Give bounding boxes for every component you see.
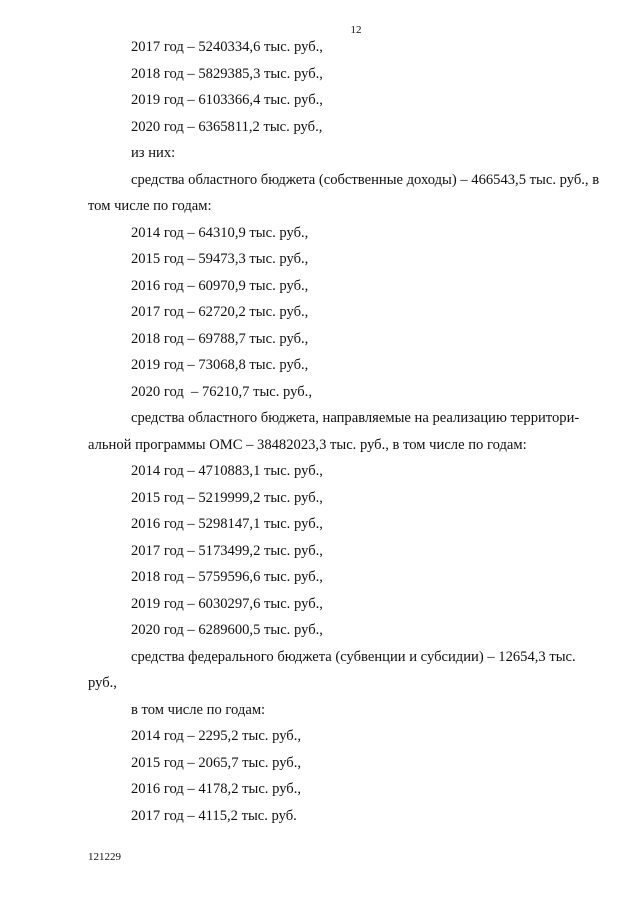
text-line: 2018 год – 69788,7 тыс. руб., — [131, 330, 309, 347]
text-line: 2017 год – 4115,2 тыс. руб. — [131, 807, 297, 824]
text-line: 2020 год – 6289600,5 тыс. руб., — [131, 622, 323, 638]
text-line: из них: — [131, 145, 176, 161]
text-line: 2014 год – 2295,2 тыс. руб., — [131, 728, 302, 744]
text-line: 2017 год – 5173499,2 тыс. руб., — [131, 542, 323, 559]
text-line: том числе по годам: — [88, 198, 212, 214]
text-line: 2019 год – 6103366,4 тыс. руб., — [131, 92, 323, 108]
text-line: 2015 год – 59473,3 тыс. руб., — [131, 251, 309, 267]
text-line: средства областного бюджета, направляемые на реализацию территори- — [131, 410, 580, 426]
text-line: 2018 год – 5829385,3 тыс. руб., — [131, 65, 323, 82]
page-number: 12 — [350, 24, 362, 36]
text-line: 2015 год – 5219999,2 тыс. руб., — [131, 489, 323, 506]
text-line: средства областного бюджета (собственные доходы) – 466543,5 тыс. руб., в — [131, 171, 600, 188]
text-line: 2019 год – 73068,8 тыс. руб., — [131, 357, 309, 373]
text-line: 2017 год – 62720,2 тыс. руб., — [131, 304, 309, 320]
text-line: 2020 год – 6365811,2 тыс. руб., — [131, 118, 323, 135]
text-line: 2015 год – 2065,7 тыс. руб., — [131, 754, 302, 771]
text-line: 2016 год – 4178,2 тыс. руб., — [131, 781, 302, 797]
text-line: 2014 год – 64310,9 тыс. руб., — [131, 224, 309, 241]
text-line: 2020 год – 76210,7 тыс. руб., — [131, 383, 312, 400]
text-line: в том числе по годам: — [131, 701, 266, 718]
text-line: альной программы ОМС – 38482023,3 тыс. руб., в том числе по годам: — [88, 436, 527, 453]
document-code: 121229 — [88, 851, 121, 863]
text-line: 2018 год – 5759596,6 тыс. руб., — [131, 569, 323, 585]
text-line: 2016 год – 60970,9 тыс. руб., — [131, 277, 309, 294]
text-line: 2016 год – 5298147,1 тыс. руб., — [131, 516, 323, 532]
text-line: руб., — [88, 675, 117, 691]
text-line: 2019 год – 6030297,6 тыс. руб., — [131, 595, 323, 612]
text-line: 2017 год – 5240334,6 тыс. руб., — [131, 39, 323, 55]
text-line: средства федерального бюджета (субвенции и субсидии) – 12654,3 тыс. — [131, 648, 576, 665]
text-line: 2014 год – 4710883,1 тыс. руб., — [131, 463, 323, 479]
